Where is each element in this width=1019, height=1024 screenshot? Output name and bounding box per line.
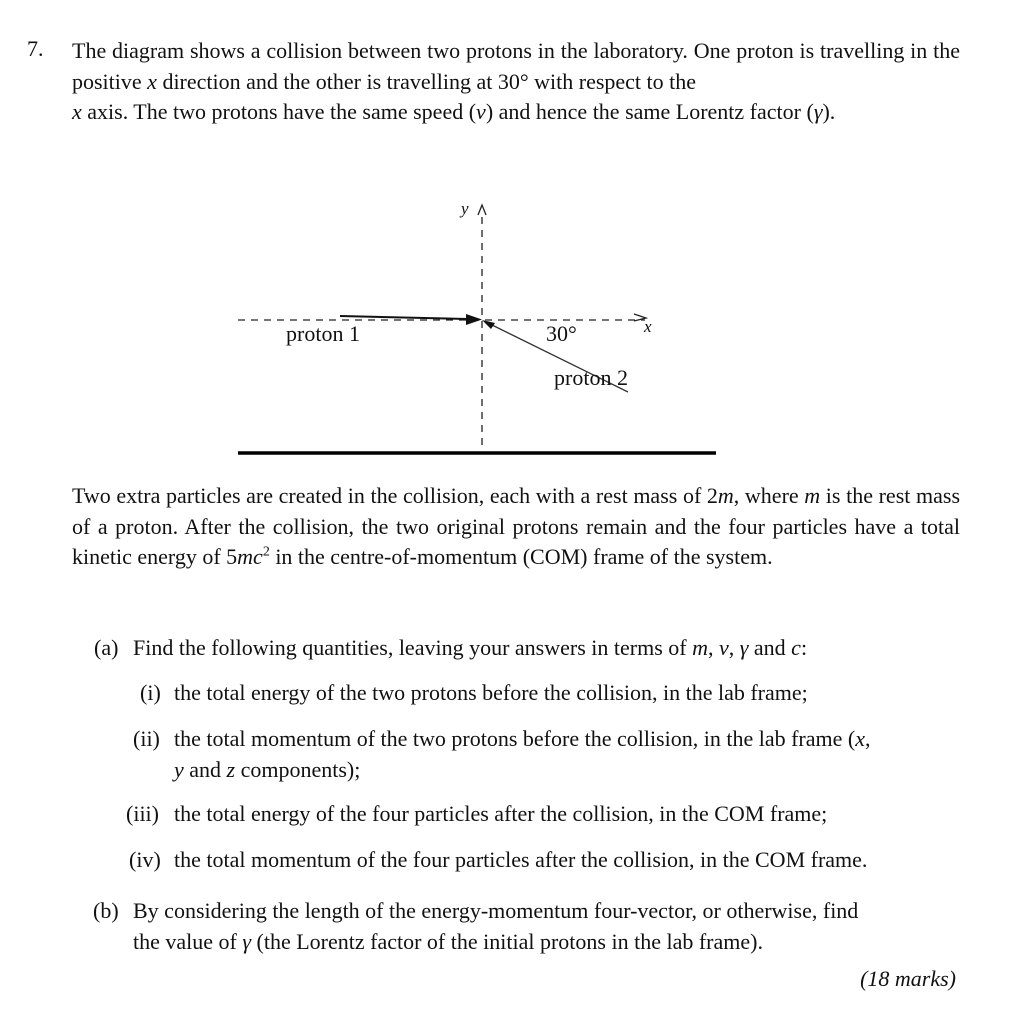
y-axis-label: y: [461, 199, 469, 218]
part-b-text: By considering the length of the energy-momentum four-vector, or otherwise, find the value of γ (the Lorentz factor of the initial protons in the lab frame).: [133, 898, 859, 954]
proton2-label: proton 2: [554, 365, 628, 390]
part-b: [93, 896, 963, 958]
proton1-track: [340, 316, 468, 319]
part-a-iii-label: (iii): [126, 801, 159, 826]
part-a-iv-label: (iv): [129, 847, 161, 872]
collision-diagram: [230, 195, 730, 465]
y-axis-arrowhead: [478, 205, 486, 215]
part-b-label: (b): [93, 898, 119, 923]
part-a-label: (a): [94, 635, 119, 660]
proton1-arrowhead: [466, 314, 482, 325]
question-number: 7.: [27, 36, 44, 61]
part-a-ii: [133, 724, 963, 786]
proton2-arrowhead: [482, 320, 495, 329]
setup-paragraph: Two extra particles are created in the collision, each with a rest mass of 2m, where m is the rest mass of a proton. After the collision, the two original protons remain and the four particles have a total kinetic energy of $5mc^2$ in the centre-of-momentum (COM) frame of the system.: [72, 483, 960, 569]
part-a-text: Find the following quantities, leaving your answers in terms of m, v, γ and c:: [133, 635, 808, 660]
proton1-label: proton 1: [286, 321, 360, 346]
x-axis-label: x: [644, 317, 652, 336]
angle-label: 30°: [546, 321, 577, 346]
intro-paragraph: The diagram shows a collision between two protons in the laboratory. One proton is travelling in the positive x direction and the other is travelling at 30° with respect to the x axis. The two protons have the same speed (v) and hence the same Lorentz factor (γ).: [72, 38, 960, 124]
marks-label: (18 marks): [860, 966, 956, 991]
part-a-i-label: (i): [140, 680, 161, 705]
part-a-ii-text: the total momentum of the two protons before the collision, in the lab frame (x, y and z components);: [174, 726, 871, 782]
part-a-iii-text: the total energy of the four particles after the collision, in the COM frame;: [174, 801, 828, 826]
part-a-iv-text: the total momentum of the four particles after the collision, in the COM frame.: [174, 847, 868, 872]
part-a-i-text: the total energy of the two protons before the collision, in the lab frame;: [174, 680, 808, 705]
part-a-ii-label: (ii): [133, 726, 160, 751]
